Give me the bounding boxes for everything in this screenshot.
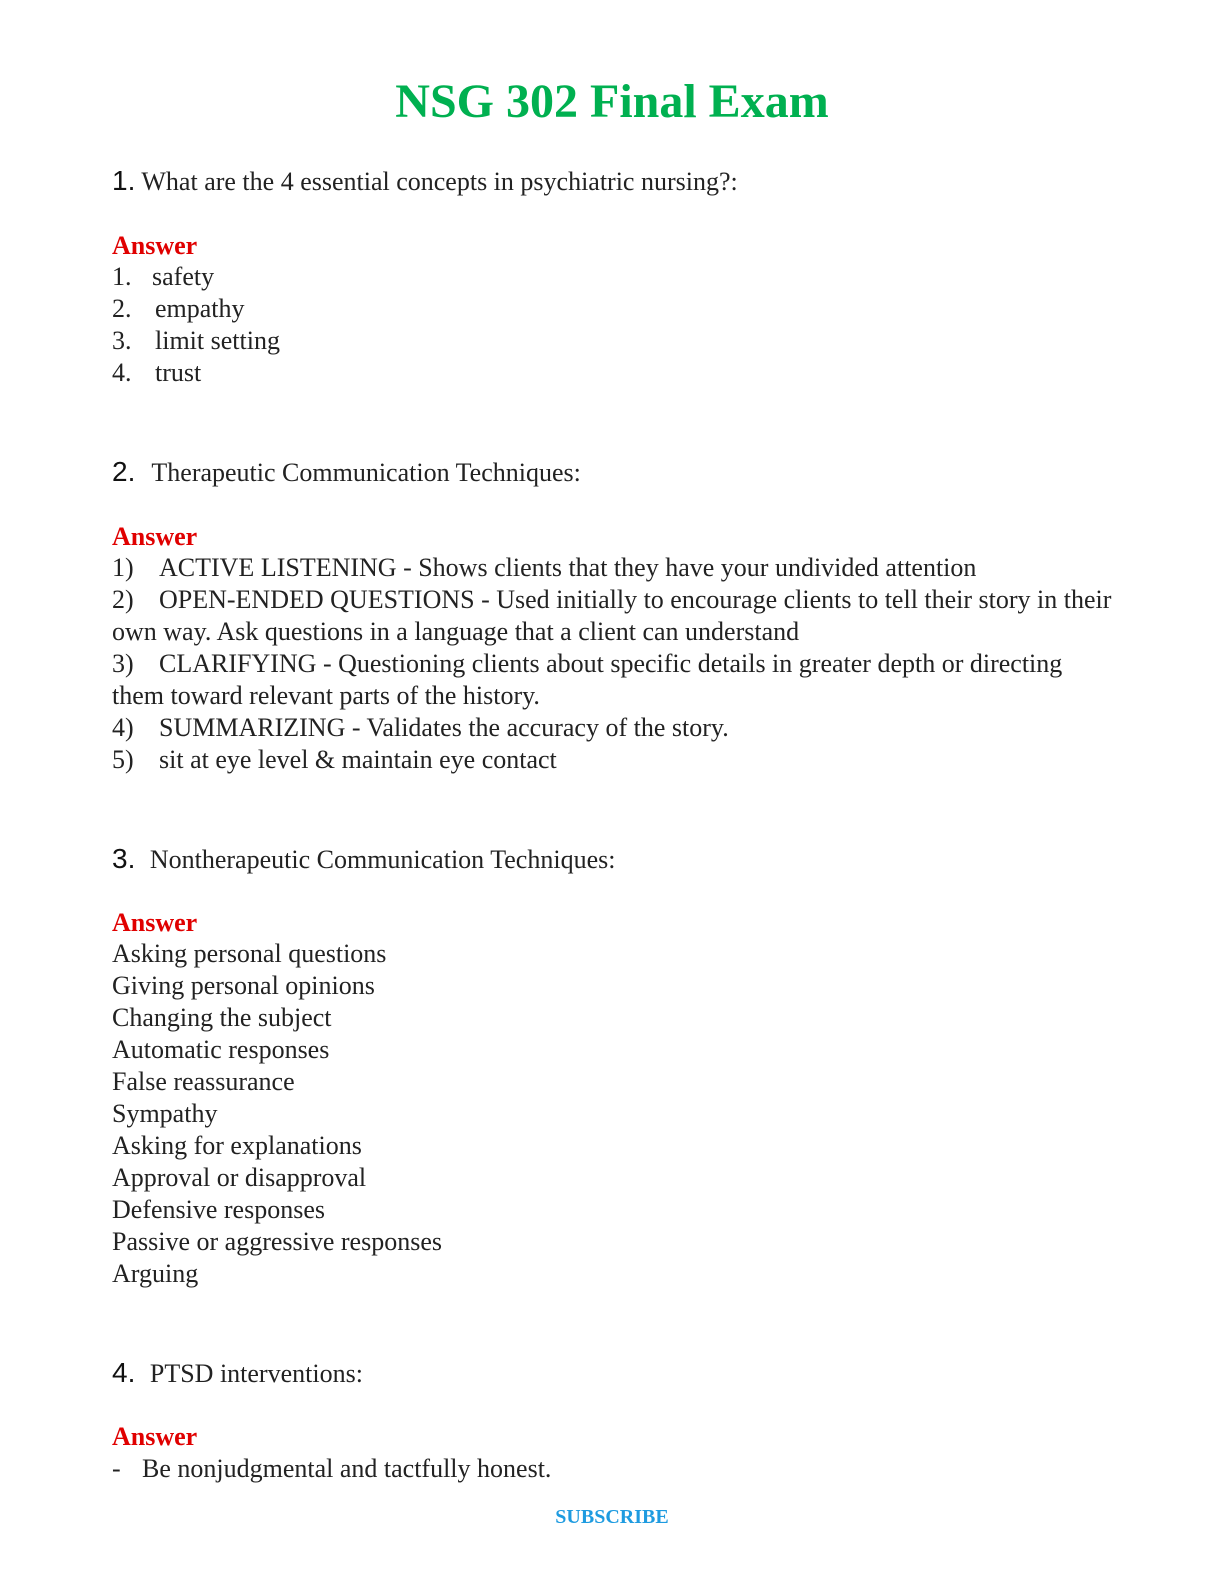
list-item: 4) SUMMARIZING - Validates the accuracy of the story. [112, 713, 729, 742]
list-item: 3) CLARIFYING - Questioning clients about specific details in greater depth or directing them toward relevant parts of the history. [112, 649, 1063, 710]
answer-label-1: Answer [112, 231, 198, 260]
list-item: 3. limit setting [112, 326, 280, 355]
question-2-text: Therapeutic Communication Techniques: [151, 458, 581, 487]
question-1-text: What are the 4 essential concepts in psychiatric nursing?: [141, 167, 738, 196]
answer-label-3: Answer [112, 908, 198, 937]
list-item: 1. safety [112, 262, 215, 291]
question-3-number: 3. [112, 843, 136, 874]
list-item: Changing the subject [112, 1003, 332, 1032]
list-item: Approval or disapproval [112, 1163, 367, 1192]
list-item: Asking personal questions [112, 939, 387, 968]
list-item: 2. empathy [112, 294, 245, 323]
question-4-number: 4. [112, 1357, 136, 1388]
list-item: Asking for explanations [112, 1131, 362, 1160]
question-3 [112, 843, 615, 876]
list-item: 4. trust [112, 358, 202, 387]
list-item: Arguing [112, 1259, 199, 1288]
question-4 [112, 1357, 363, 1390]
answer-label-2: Answer [112, 522, 198, 551]
question-2-number: 2. [112, 456, 136, 487]
answer-list-2 [112, 552, 1112, 776]
list-item: 1) ACTIVE LISTENING - Shows clients that they have your undivided attention [112, 553, 977, 582]
list-item: Sympathy [112, 1099, 218, 1128]
answer-list-1 [112, 261, 280, 389]
question-1-number: 1. [112, 165, 136, 196]
question-4-text: PTSD interventions: [149, 1359, 363, 1388]
answer-list-4 [112, 1453, 551, 1485]
question-2 [112, 456, 581, 489]
answer-list-3 [112, 938, 442, 1290]
list-item: False reassurance [112, 1067, 295, 1096]
list-item: Defensive responses [112, 1195, 325, 1224]
list-item: 5) sit at eye level & maintain eye contact [112, 745, 557, 774]
list-item: 2) OPEN-ENDED QUESTIONS - Used initially to encourage clients to tell their story in their own way. Ask questions in a language that a client can understand [112, 585, 1112, 646]
question-1 [112, 165, 738, 198]
question-3-text: Nontherapeutic Communication Techniques: [149, 845, 616, 874]
list-item: Passive or aggressive responses [112, 1227, 442, 1256]
subscribe-link[interactable]: SUBSCRIBE [555, 1506, 669, 1528]
page-title: NSG 302 Final Exam [395, 75, 829, 128]
answer-label-4: Answer [112, 1422, 198, 1451]
list-item: Giving personal opinions [112, 971, 375, 1000]
list-item: - Be nonjudgmental and tactfully honest. [112, 1454, 552, 1483]
list-item: Automatic responses [112, 1035, 330, 1064]
